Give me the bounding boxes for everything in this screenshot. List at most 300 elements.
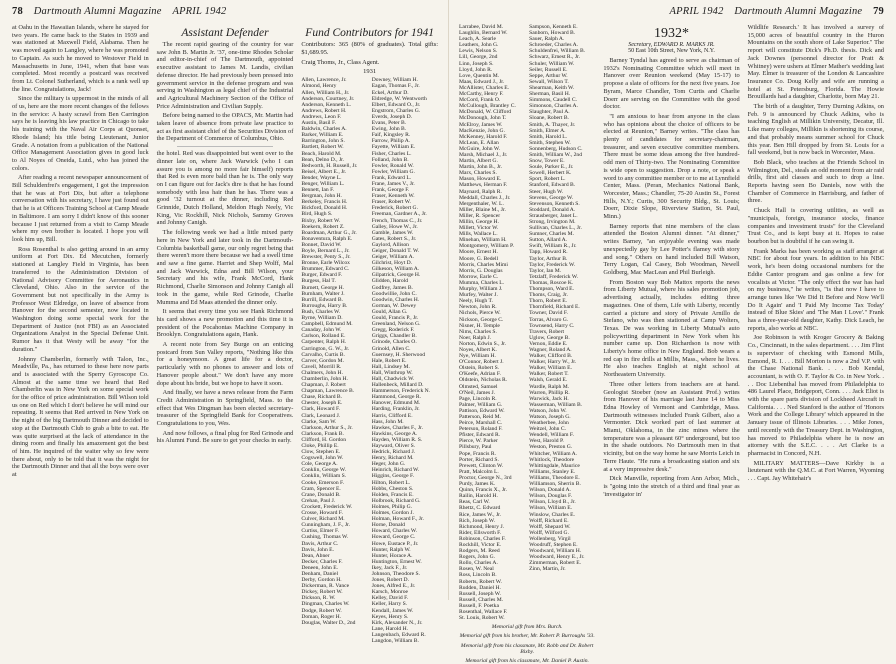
contributor-name: Smith, Stephen W. [529, 139, 571, 146]
contributor-name: Wolff, Richard E. [529, 517, 569, 524]
contributor-name: Schuldenfrei, William B. [529, 48, 586, 55]
contributor-name: Warren, Phillip R. [529, 389, 570, 396]
contributor-name: Burnham, Walter J. [301, 290, 345, 297]
contributor-name: Rodgers, M. Reed [459, 548, 500, 555]
contributor-name: Geiger, Donald T. W. [371, 248, 420, 255]
secretary-address: 50 East 10th Street, New York, N.Y. [628, 48, 715, 54]
contributor-name: Dickey, Robert W. [301, 589, 343, 596]
contributor-name: Montgomery, William P. [459, 243, 514, 250]
contributor-name: Burnett, George H. [301, 284, 345, 291]
contributor-name: Conklin, George W. [301, 467, 346, 474]
contributor-name: Sutton, Allard A. [529, 237, 568, 244]
contributor-name: Martin, John B., Jr. [459, 164, 503, 171]
contributor-name: Gilkeson, William A. [371, 266, 420, 273]
contributor-name: Railin, Harold H. [459, 493, 498, 500]
contributor-name: Snow, Tower E. [529, 158, 565, 165]
contributor-name: MacKenzie, John G. [459, 127, 505, 134]
page-number: 78 [12, 6, 23, 17]
contributor-name: Cushing, Thomas W. [301, 534, 349, 541]
contributor-name: Benger, William L. [301, 180, 345, 187]
contributor-name: Cole, George A. [301, 461, 338, 468]
contributor-name: Downey, William H. [371, 77, 418, 84]
contributor-name: Jones, Alfred E., Jr. [371, 583, 416, 590]
contributor-name: Huntington, Ernest W. [371, 558, 422, 565]
contributor-name: Andrews, Leon F. [301, 113, 342, 120]
contributor-name: Anderson, Courtney, Jr. [301, 95, 355, 102]
contributor-name: Smith, William W., 2nd [529, 151, 582, 158]
contributor-list [301, 77, 367, 644]
paragraph: Bob Black, who teaches at the Friends School in Wilmington, Del., steals an odd moment from air raid drills, first aid classes and such to drop a line. Reports having seen Bo Daniels, now with the Chamber of Commerce in Harrisburg, and father of three. [747, 158, 884, 205]
contributor-name: Gregg, Roderick F. [371, 327, 415, 334]
contributor-name: Norton, Edwin S., Jr. [459, 340, 507, 347]
contributor-name: Bergman, John H. [301, 193, 342, 200]
contributor-name: Byrne, William D. [301, 315, 343, 322]
contributor-name: Allen, Lawrence, Jr. [301, 77, 347, 84]
contributor-name: Rosen, W. Neal [459, 566, 494, 573]
contributor-name: Travers, Robert [529, 328, 565, 335]
contributor-name: Winslow, Charles E. [529, 511, 575, 518]
contributor-name: Soule, Parker E., Jr. [529, 164, 574, 171]
contributor-name: Thorn, Robert E. [529, 298, 568, 305]
contributor-name: Simmons, Caudell C. [529, 97, 578, 104]
contributor-name: McCord, Frank O. [459, 97, 501, 104]
contributor-name: Hilton, Robert L. [371, 479, 411, 486]
paragraph: After reading a recent newspaper announcement of Bill Schuldenfrei's engagement, I got the impression that he was at Fort Dix, but after a telephone conversation with his secretary, I have just found out that he is at Officers Training School at Camp Meade in Baltimore. I am sorry I didn't know of this sooner because I just returned from a visit to Camp Meade where my own brother is located. I hope you will look him up, Bill. [12, 174, 149, 243]
contributor-name: Crosse, Howard F. [301, 510, 343, 517]
contributor-name: Keyes, Henry S. [371, 613, 409, 620]
contributor-name: Weitzel, John C. [529, 426, 567, 433]
contributor-name: Mumma, Charles L. [459, 279, 505, 286]
contributor-name: Ross, Lincoln B. [459, 572, 497, 579]
contributor-name: McKenney, Harold F. [459, 133, 508, 140]
contributor-name: Sport, Robert L. [529, 176, 566, 183]
contributor-name-lists [459, 24, 595, 621]
contributor-name: Wollenberg, Virgil [529, 535, 571, 542]
contributor-name: Chamberlin, John H. [301, 375, 348, 382]
paragraph: And now follows, a final plug for Red Grinode and his Alumni Fund. Be sure to get your checks in early. [156, 429, 294, 445]
contributor-name: Bickford, Donald H. [301, 205, 348, 212]
paragraph: Dick Manville, reporting from Ann Arbor, Mich., is "going into the stretch of a third and final year as 'investigator in' [603, 475, 740, 498]
contributor-name: Wolff, Wilford G. [529, 529, 569, 536]
contributor-name: Gamble, James W. [371, 229, 414, 236]
contributor-name: Henry, Richard M. [371, 455, 414, 462]
contributor-name: Karsch, Monroe [371, 589, 409, 596]
paragraph: Since the military is uppermost in the minds of all of us, here are the more recent changes of the fellows in the service: A hasty scrawl from Ben Carrington says he is leaving his law practice in Chicago to take his training with the Naval Air Corps at Quonset, Rhode Island; his title being Lieutenant, Junior Grade. A notation from a publication of the National Office Management Association gives in good luck to Al Noyes of Oneida, Lutd., who has joined the colors. [12, 95, 149, 172]
contributor-list [459, 24, 525, 621]
contributor-name: Rockhill, Victor E. [459, 541, 502, 548]
contributor-name: Gilchrist, Hoyt D. [371, 260, 413, 267]
contributor-name: Clifford, H. Gordon [301, 436, 346, 443]
contributor-name: Gilpatrick, George H. [371, 272, 421, 279]
paragraph: The birth of a daughter, Terry Durning Adkins, on Feb. 9 is announced by Chuck Adkins, who is teaching English at Millikin University, Decatur, Ill. Like many colleges, Millikin is shortening its course, and that probably means summer school for Chuck this year. Ben Hill dropped by from St. Louis for a fall weekend, but is now back in Worcester, Mass. [747, 103, 884, 157]
contributor-name: Clark, Leonard J. [301, 412, 341, 419]
memorial-note: Memorial gift from his classmate, Mr. Robb and Dr. Robert Bixby. [460, 642, 594, 655]
contributor-name: Harris, Clifford E. [371, 412, 413, 419]
contributor-name: Holbrook, Richard G. [371, 497, 421, 504]
contributor-name: Neely, Hugh T. [459, 298, 493, 305]
contributor-name: Bennett, Ian F. [301, 187, 335, 194]
contributor-name: Gaylord, Allison [371, 241, 409, 248]
paragraph: Wildlife Research.' It has involved a survey of 15,000 acres of beautiful country in the Huron Mountains on the south shore of Lake Superior." The report will constitute Dick's Ph.D. thesis. Dick and Jack Downes (personnel director for Pratt & Whitney) were ushers at Elmer Mather's wedding last May. Elmer is treasurer of the London & Lancashire Insurance Co. Doug Kelly and wife are running a hotel at St. Petersburg, Florida. The Howie Brouillards had a daughter, Charlotte, born May 21. [747, 24, 884, 101]
contributor-name: Burgess, Hal T. [301, 278, 336, 285]
contributor-name: Bird, Hugh S. [301, 211, 333, 218]
contributor-name: Pfister, Edward R. [459, 432, 501, 439]
contributor-name: Galley, Howe W., Jr. [371, 223, 418, 230]
contributor-name: Tetzlaff, Frederick W. [529, 273, 579, 280]
contributor-name: Pope, Francis R. [459, 450, 496, 457]
contributor-name: Cooke, Emerson F. [301, 479, 345, 486]
contributor-name: Chapman, J. Robert [301, 382, 346, 389]
contributor-name: Sauer, Ralph A. [529, 36, 565, 43]
right-page-columns [459, 24, 884, 664]
contributor-name: Holman, Howard F., Jr. [371, 516, 424, 523]
contributor-name: Frank, Edward L. [371, 174, 412, 181]
paragraph: the hotel. Red was disappointed but went over to the dinner late on, where Jack Warwick (who I can assure you is among no more fair himself) reports that Red is even more bald than he is. The only way on I can figure out for Jack's dire is that he has found somebody with less hair than he has. There was a good '32 turnout at the dinner, including Red Grinnide, Dutch Holland, Meldon Hugh Neely, Vic King, Vic Rockhill, Nick Nichols, Sammy Groves and Johnny Canigh. [156, 150, 294, 227]
contributor-name: Higgins, George F. [371, 473, 415, 480]
contributor-name: Stevens, George W. [529, 194, 574, 201]
contributor-name: Stanford, Edward B. [529, 182, 576, 189]
contributor-name: Brewster, Penty S., Jr. [301, 254, 351, 261]
contributor-name: Almond, Henry [301, 83, 337, 90]
contributor-name: Deneen, John E. [301, 564, 339, 571]
contributor-name: West, Harold P. [529, 438, 564, 445]
contributor-name: Walsh, Gerald E. [529, 377, 568, 384]
article-column-2 [157, 24, 294, 602]
contributors-summary: Contributors: 365 (80% of graduates). Total gifts: $1,689.95. [301, 41, 439, 56]
contributor-name: Hawkins, George A. [371, 430, 418, 437]
contributor-name: Townsend, Harry C. [529, 322, 575, 329]
contributor-name: Schuler, William W. [529, 60, 575, 67]
contributor-name: Hunter, Ralph W. [371, 546, 411, 553]
contributor-name: Beisel, Albert E., Jr. [301, 168, 347, 175]
contributor-name: Patterson, Reid M. [459, 414, 501, 420]
contributor-name: Strausberger, Janet L. [529, 212, 578, 219]
contributor-name: Ewing, John B. [371, 126, 407, 133]
contributor-name: Millett, Victor W. [459, 225, 499, 232]
contributor-name: Dingman, Charles W. [301, 601, 350, 608]
contributor-name: Goodwillie, John C. [371, 290, 417, 297]
contributor-name: Heinrich, Richard W. [371, 467, 420, 474]
contributor-name: Thomas, Roscoe K. [529, 279, 574, 286]
contributor-name: Guernsey, H. Sherwood [371, 351, 426, 358]
contributor-name: Slaughter, Paul A. [529, 109, 570, 116]
contributor-name: Glidden, Harold [371, 278, 409, 285]
contributor-name: McGuire, John W. [459, 145, 501, 152]
contributor-name: Howard, Charles W. [371, 528, 418, 535]
contributor-name: Love, Quentin M. [459, 72, 500, 79]
contributor-name: Greenland, Nelson G. [371, 321, 421, 328]
contributor-name: Sowell, Herbert K. [529, 170, 572, 177]
contributor-name: Russell, F. Poetka [459, 602, 499, 609]
contributor-name: Dickerman, R. Vance [301, 583, 350, 590]
contributor-name: Newton, John R. [459, 304, 497, 311]
contributor-name: Cram, Spencer E. [301, 485, 341, 492]
contributor-name: Lane, Harold H. [371, 625, 409, 632]
contributor-name: Tapp, Howard R. [529, 249, 568, 256]
contributor-name: Hammerson, Frederick N. [371, 388, 431, 395]
class-year: 1931 [363, 68, 377, 76]
contributor-name: Walker, William E. [529, 365, 572, 372]
contributor-name: Williamson, Sherrin B. [529, 481, 581, 488]
contributor-name: Marsh, Michael J., Jr. [459, 151, 508, 158]
contributor-name: Rhettz, C. Edward [459, 505, 501, 512]
article-column-1 [12, 24, 149, 602]
contributor-name: Wilson, William E. [529, 505, 573, 512]
contributor-name: Roberts, Robert W. [459, 578, 502, 585]
contributor-name: Quinn, Francis X., Jr. [459, 487, 508, 494]
contributor-name: Nichols, Pierce W. [459, 310, 501, 317]
contributor-name: Crehan, Paul J. [301, 497, 336, 504]
contributor-name: Burrill, Edward B. [301, 296, 343, 303]
contributor-name: Purdy, James K. [459, 481, 496, 488]
contributor-name: Lill, George, 2nd [459, 54, 498, 61]
contributor-name: Derby, Gordon H. [301, 577, 342, 584]
issue-date: APRIL 1942 [669, 6, 724, 17]
contributor-name: Noer, Ralph J. [459, 334, 492, 341]
contributor-name: Wilson, Lloyd B., Jr. [529, 499, 576, 506]
contributor-name: Nickson, George C. [459, 316, 504, 323]
contributor-name: McDonough, John T. [459, 115, 507, 122]
contributor-name: Shearman, Keith W. [529, 84, 575, 91]
contributor-name: Palmer, William G. [459, 401, 503, 408]
contributor-name: Austin, Basil F. [301, 120, 337, 127]
contributor-name: Ikey, Jack F., Jr. [371, 564, 408, 571]
contributor-name: O'Keefe, Adrian F. [459, 371, 501, 378]
contributor-name: Carvalho, Curtis B. [301, 351, 345, 358]
contributor-name: Boardman, Arthur G., Jr. [301, 229, 357, 236]
contributor-name: Leathers, John G. [459, 42, 499, 49]
paragraph: Chuck Hall is covering utilities, as well as "municipals, foreign, insurance stocks, finance companies and investment trusts" for the Cleveland Trust Co., and is kept busy at it. Hopes to raise bourbon but is doubtful if he can swing it. [747, 207, 884, 245]
contributor-name: Rogers, John G. [459, 554, 496, 561]
contributor-name: Taylor, Ian M. [529, 267, 562, 274]
contributor-name: Crane, Donald B. [301, 491, 341, 498]
contributor-name: Cloke, Phillip E. [301, 443, 339, 450]
contributor-name: Barrington, John S. [301, 138, 345, 145]
contributor-name: Bronne, Earle Wilcox [301, 260, 350, 267]
fund-contributors-column [301, 24, 439, 645]
contributor-name: Russell, Joseph W. [459, 590, 501, 597]
contributor-name: Howard, George C. [371, 534, 416, 541]
contributor-name: Barker, William E. [301, 132, 344, 139]
class-1932-column [603, 24, 739, 602]
contributor-name: Clark, Howard F. [301, 406, 341, 413]
contributor-name: Andrews, Robert H. [301, 107, 347, 114]
contributor-name: Nims, Charles S. [459, 328, 497, 335]
contributor-name: Russell, Charles M. [459, 596, 504, 603]
memorial-note: Memorial gift from his classmate, Mr. Daniel P. Austin. [465, 658, 589, 664]
contributor-name: Allen, William H., Jr. [301, 89, 350, 96]
memorial-note: Memorial gift from his brother, Mr. Robert P. Burroughs '33. [459, 633, 595, 640]
contributor-name: McAllister, Charles E. [459, 84, 510, 91]
contributor-name: Hobbs, Cheston S. [371, 485, 414, 492]
contributor-name: Brummer, Edward C. [301, 266, 350, 273]
contributor-name: Freeman, Gardner A., Jr. [371, 211, 427, 218]
contributor-name: Campbell, Edmund M. [301, 321, 353, 328]
contributor-name: O'Connor, Robert J. [459, 359, 504, 366]
contributor-name: Miller, R. Spencer [459, 212, 501, 219]
contributor-name: Moore, Ernest H. [459, 249, 498, 256]
left-page [0, 0, 448, 645]
contributor-name: Wendell, William F. [529, 432, 574, 439]
contributor-name: Rosenthal, Wallace F. [459, 609, 508, 615]
paragraph: Barney reports that nine members of the class attended the Boston Alumni dinner. "At dinner," writes Barney, "an enjoyable evening was made unexpectedly gay by Lee Potter's flamey with story and song." Others on hand included Bill Watson, Terry Logan, Cal Casey, Bob Woodman, Newell Goldberg, Mac MacLean and Phil Burleigh. [603, 222, 740, 276]
paragraph: "I am anxious to hear from anyone in the class who has opinions about the choice of officers to be elected at Reunion," Barney writes. "The class has plenty of candidates for secretary-chairman, treasurer, and seven executive committee members. There must be some ideas among the five hundred-odd men of Thirty-two. The Nominating Committee is wide open to suggestion. Drop a note, or speak a word to any committee member or to me at Lynnfield Center, Mass. (Peran, Mechanics National Bank, Worcester, Mass.; Chandler, 75-20 Austin St., Forest Hills, N.Y.; Curtis, 300 Security Bldg., St. Louis; Doerr, Dixie Slope, Riverview Station, St. Paul, Minn.) [603, 112, 740, 221]
contributor-name: Woodruff, Stephen E. [529, 541, 578, 548]
paragraph: at Oahu in the Hawaiian Islands, where he stayed for two years. He came back to the States in 1939 and was stationed at Maxwell Field, Alabama. Then he was moved again to Langley, where he was promoted to Captain. As such he moved to Westover Field in Massachusetts in June, 1941, when that base was completed. Most recently a postcard was received from Lt. Colonel Sutherland, which is a rank well up the line. Congratulations, Jack! [12, 24, 149, 93]
contributor-name: Morris, Charles Mimi [459, 261, 508, 268]
contributor-name: Pillsbury, Paul [459, 444, 492, 451]
contributor-name: Thompson, Ward E. [529, 286, 574, 293]
contributor-list [529, 24, 595, 621]
contributor-name: Bean, Delno D., Jr. [301, 156, 345, 163]
contributor-name: McElroy, James W. [459, 121, 503, 128]
contributor-name: Burger, Edward F. [301, 272, 343, 279]
contributor-name: Simonson, Charles A. [529, 103, 578, 110]
contributor-name: Thoms, Craig, Jr. [529, 292, 568, 299]
contributor-name: Curtiss, Elmer F. [301, 528, 340, 535]
contributor-name: Hanover, Edmund M. [371, 400, 421, 407]
contributor-name: Hayden, William R. S. [371, 436, 423, 443]
contributor-name: Sonnenberg, Hudson C. [529, 145, 583, 152]
contributor-name: Matthews, Herman F. [459, 182, 508, 189]
contributor-name: Minehan, William H. [459, 237, 507, 244]
contributor-name: Hall, Winthrop W. [371, 369, 413, 376]
contributor-name: Fowler, William G. [371, 168, 415, 175]
contributor-name: Smith, Harold L. [529, 133, 568, 140]
contributor-name: Decker, Charles F. [301, 558, 343, 565]
class-1932-column-continued [748, 24, 884, 602]
paragraph: The recent rapid gearing of the country for war saw John B. Martin Jr. '37, one-time Rhodes Scholar and editor-in-chief of The Dartmouth, appointed executive assistant to James M. Landis, civilian defense director. He had previously been pressed into government service in the defense program and was serving in Washington as legal chief of the Industrial and Agricultural Machinery Section of the Office of Price Administration and Civilian Supply. [156, 41, 294, 110]
contributor-name: Wagner, Roland A. [529, 346, 572, 353]
contributor-name: Conklin, William S. [301, 473, 347, 480]
contributor-name: Linn, Joseph S. [459, 60, 494, 67]
contributor-name: Hunter, Horace A. [371, 552, 413, 559]
contributor-name: Frank, George F. [371, 187, 410, 194]
contributor-name: Watson, Joseph G. [529, 414, 571, 420]
contributor-name-lists [301, 77, 438, 644]
contributor-name: Walker, Harry W., Jr. [529, 359, 577, 366]
contributor-name: Reas, Carl W. [459, 499, 490, 506]
contributor-name: Bixby, Robert W. [301, 217, 341, 224]
contributor-name: Prewett, Clinton W. [459, 462, 504, 469]
contributor-name: Moore, G. Bedell [459, 255, 499, 262]
contributor-name: Goodwin, Charles H. [371, 296, 420, 303]
contributor-name: Frederick, Robert G. [371, 205, 418, 212]
contributor-name: Morrow, Earle C. [459, 273, 499, 280]
contributor-name: Holmes, Gordon J. [371, 510, 414, 517]
contributor-name: Maynard, Ralph R. [459, 188, 502, 195]
contributor-name: Keller, Harry S. [371, 601, 408, 608]
contributor-name: Geiger, William A. [371, 254, 415, 261]
contributor-name: Denham, Daniel [301, 570, 339, 577]
contributor-name: Proctor, George N., 3rd [459, 474, 512, 481]
contributor-name: O'Neil, James J. [459, 389, 496, 396]
contributor-name: Whitlock, Theodore [529, 456, 575, 463]
contributor-name: Olmsted, Samuel [459, 383, 498, 390]
contributor-name: Swift, William R., Jr. [529, 243, 577, 250]
divider [177, 146, 274, 147]
right-page [448, 0, 896, 664]
contributor-name: Douglas, Walter D., 2nd [301, 619, 356, 626]
contributor-name: Maas, Edward J., Jr. [459, 78, 505, 85]
contributor-name: Fraser, Robert W. [371, 199, 411, 206]
contributor-name: Mergenthaler, W. L. [459, 200, 504, 207]
contributor-name: Grinold, Allen C. [371, 345, 411, 352]
contributor-name: Hall, Lindsey M. [371, 363, 410, 370]
contributor-name: Sherman, Basil H. [529, 91, 571, 98]
contributor-name: Griggs, Chandler B. [371, 333, 417, 340]
contributor-name: Davis, John E. [301, 546, 334, 553]
paragraph: Johnny Chamberlin, formerly with Talon, Inc., Meadville, Pa., has returned to these here now parts and is associated with the Sperry Gyroscope Co. Almost at the same time we heard that Red Chamberlin was in New York on some special work for the office of price administration. Bill Wilson told us one on Red which I don't believe he will mind our repeating. It seems that Red arrived in New York on the night of the big Dartmouth Dinner and decided to stop at the Dartmouth Club to grab a bite to eat. He was quite surprised at the lack of attendance in the dining room and finally his amazement got the best of him. He inquired of the waiter why so few were there about, only to be told that it was the night for the Dartmouth Dinner and that all the boys were over at [12, 355, 149, 479]
contributor-name: Fisher, Charles L. [371, 150, 412, 157]
contributor-name: Cavell, Morrill R. [301, 363, 342, 370]
contributor-name: Davis, Arthur C. [301, 540, 339, 547]
contributor-name: Fowler, Ronald W. [371, 162, 414, 169]
contributor-name: Rudden, Daniel H. [459, 584, 501, 591]
contributor-name: Clarkson, Arthur S., Jr. [301, 424, 353, 431]
contributor-name: Kendall, James W. [371, 607, 414, 614]
contributor-name: Oldstein, Nicholas R. [459, 377, 508, 384]
contributor-name: Langenbach, Edward R. [371, 631, 426, 638]
magazine-title: Dartmouth Alumni Magazine [734, 6, 863, 17]
contributor-name: Grinode, Charles O. [371, 339, 417, 346]
right-page-header [459, 6, 884, 22]
contributor-name: Howe, Eustace P., Jr. [371, 540, 419, 547]
contributor-name: Steer, Hugh W. [529, 188, 564, 195]
contributor-name: Smith, A. Thayer, Jr. [529, 121, 576, 128]
paragraph: The following week we had a little mixed party here in New York and later took in the Dartmouth-Columbia basketball game, our only regret being that there weren't more there because we had a swell time and saw a fine game. Harriet and Shep Wolff, Mal and Jack Warwick, Edna and Bill Wilson, your Secretary and his wife, Frank McCord, Hank Richmond, Charlie Simonson and Johnny Canigh all took in the game, while Red Grinode, Charlie Mumma and Ed Maas attended the dinner only. [156, 229, 294, 306]
contributor-name: Anderson, Kenneth L. [301, 101, 352, 108]
contributor-name: Pierce, W. Parker [459, 438, 498, 445]
contributor-name: Carver, Gordon M. [301, 357, 344, 364]
contributor-name: Cunningham, J. F., Jr. [301, 522, 351, 529]
contributor-name: Woodward, Henry E., Jr. [529, 554, 585, 561]
contributor-name: Bartlett, Robert W. [301, 144, 344, 151]
contributor-name: Folland, John B. [371, 156, 409, 163]
contributor-name: Olstein, Robert S. [459, 365, 500, 372]
contributor-name: Dickson, R. W. [301, 595, 336, 602]
contributor-name: Crockett, Frederick W. [301, 503, 353, 510]
contributor-name: Bender, Wayne L. [301, 174, 342, 181]
contributor-name: Clarkson, Frank B. [301, 430, 344, 437]
contributor-name: Porter, Richard S. [459, 456, 499, 463]
paragraph: MILITARY MATTERS—Dave Kirkby is a lieutenant with the Q.M.C. at Fort Warren, Wyoming . . . Capt. Jay Whitehair's [747, 459, 884, 483]
contributor-name: Pattison, Edward W. [459, 407, 505, 414]
contributor-name: Canaday, John W. [301, 327, 342, 334]
contributor-name: Farrow, Philip A. [371, 138, 411, 145]
contributor-name: Morris, G. Douglas [459, 267, 503, 274]
contributor-name: Whitcher, William A. [529, 450, 578, 457]
contributor-name: Burroughs, Harry B. [301, 302, 348, 309]
contributor-name: Larrabee, David M. [459, 24, 504, 30]
paragraph: A recent note from Sey Burge on an enticing postcard from Sun Valley reports, "Nothing like this for a honeymoon. A great life for a doctor, particularly with no phones to answer and lots of Hanover people about." We don't have any more dope about his bride, but we hope to have it soon. [156, 341, 294, 387]
contributor-name: Gorman, W. Dewey [371, 302, 417, 309]
contributor-name: Bonaventura, Ralph E. [301, 235, 353, 242]
contributor-name: Williams, Stanley E. [529, 468, 576, 475]
contributor-name: Sampson, Kenneth E. [529, 24, 578, 30]
contributor-name: Wolff, Shepard W. [529, 523, 571, 530]
contributor-name: Vernon, Eddie E. [529, 340, 568, 347]
contributor-name: Lewis, Nelson S. [459, 48, 498, 55]
contributor-name: Strong, Irvington M. [529, 219, 576, 225]
contributor-name: Chapman, Lawrence B. [301, 388, 355, 395]
contributor-name: Doman, Roger H. [301, 613, 342, 620]
contributor-name: Sanborn, Howard B. [529, 30, 576, 37]
section-heading-fund-contributors: Fund Contributors for 1941 [305, 27, 435, 39]
contributor-name: Williams, Theodore E. [529, 474, 580, 481]
paragraph: Ross Rosenthal is also getting around in an army uniform at Fort Dix. Ed Mecutchen, formerly stationed at Langley Field in Virginia, has been transferred to the Administration Division of National Advisory Committee for Aeronautics in Cleveland, Ohio. Also in the service of the Government but not specifically in the Army is Professor West Eldredge, on leave of absence from Hanover for the second semester, now located in Washington doing some special work for the Department of Justice (not FBI) as an Associated Organizations Analyst in the Special Defense Unit. Rumor has it that Westy will be away "for the duration." [12, 245, 149, 353]
left-page-header [12, 6, 438, 22]
